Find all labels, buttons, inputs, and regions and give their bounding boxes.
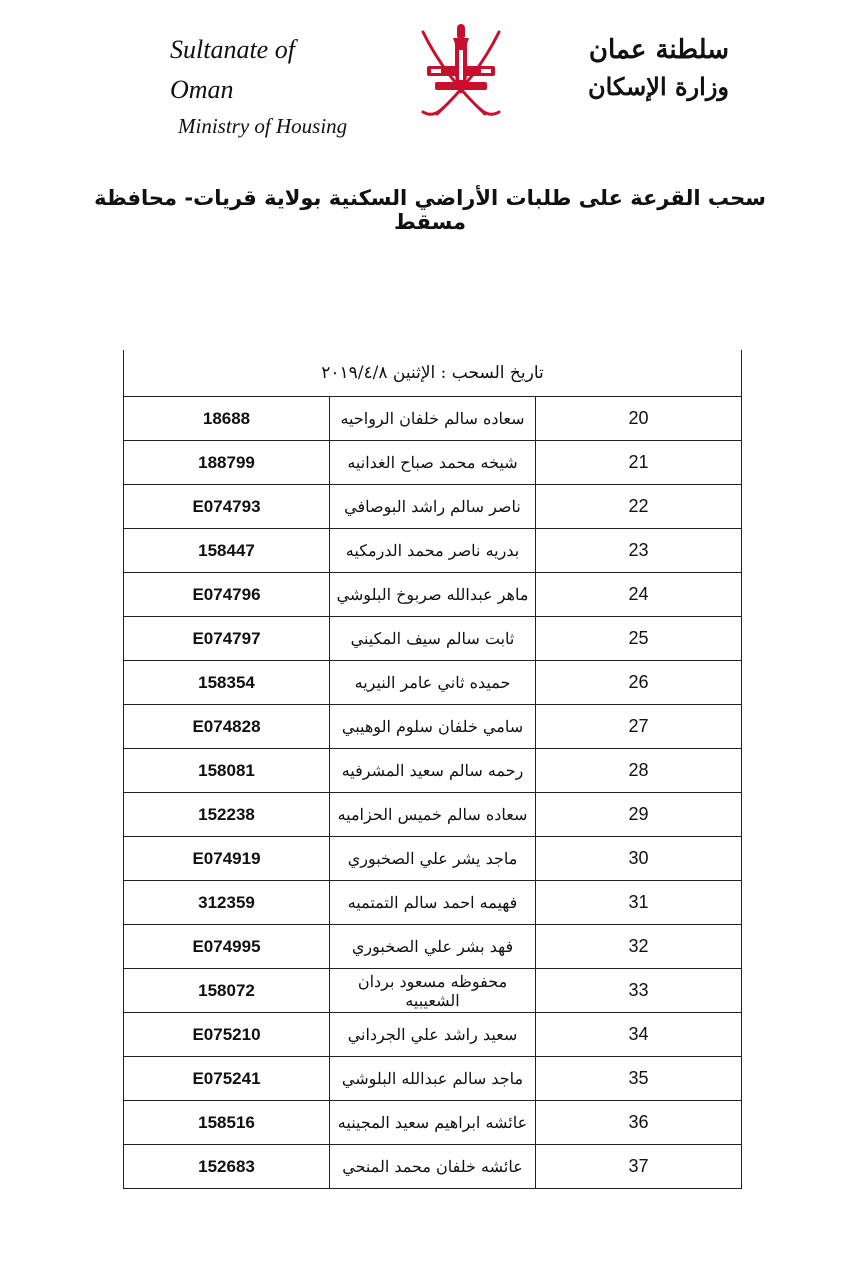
row-number: 21	[536, 441, 742, 485]
applicant-name: شيخه محمد صباح الغدانيه	[330, 441, 536, 485]
table-row	[124, 661, 742, 705]
applicant-name: ثابت سالم سيف المكيني	[330, 617, 536, 661]
sultanate-arabic-label: سلطنة عمان	[588, 35, 729, 65]
row-number: 22	[536, 485, 742, 529]
applicant-id: 158072	[124, 969, 330, 1013]
applicant-id: E074919	[124, 837, 330, 881]
applicant-name: محفوظه مسعود بردان الشعيبيه	[330, 969, 536, 1013]
table-row	[124, 1145, 742, 1189]
applicant-id: 312359	[124, 881, 330, 925]
applicant-name: عائشه ابراهيم سعيد المجينيه	[330, 1101, 536, 1145]
row-number: 31	[536, 881, 742, 925]
table-row	[124, 1013, 742, 1057]
table-row	[124, 837, 742, 881]
row-number: 29	[536, 793, 742, 837]
applicant-name: فهيمه احمد سالم التمتميه	[330, 881, 536, 925]
applicant-name: سعيد راشد علي الجرداني	[330, 1013, 536, 1057]
table-row	[124, 793, 742, 837]
row-number: 28	[536, 749, 742, 793]
row-number: 37	[536, 1145, 742, 1189]
row-number: 34	[536, 1013, 742, 1057]
applicant-name: سامي خلفان سلوم الوهيبي	[330, 705, 536, 749]
applicant-id: E074793	[124, 485, 330, 529]
applicant-id: 158354	[124, 661, 330, 705]
row-number: 26	[536, 661, 742, 705]
applicant-name: فهد بشر علي الصخبوري	[330, 925, 536, 969]
applicant-name: سعاده سالم خميس الحزاميه	[330, 793, 536, 837]
applicant-name: ماهر عبدالله صربوخ البلوشي	[330, 573, 536, 617]
applicant-id: E075241	[124, 1057, 330, 1101]
row-number: 32	[536, 925, 742, 969]
table-row	[124, 529, 742, 573]
ministry-arabic-label: وزارة الإسكان	[587, 72, 729, 101]
applicant-id: E075210	[124, 1013, 330, 1057]
table-row	[124, 1101, 742, 1145]
header-arabic	[539, 30, 729, 104]
table-row	[124, 749, 742, 793]
applicant-id: E074995	[124, 925, 330, 969]
header-english	[170, 30, 360, 142]
row-number: 25	[536, 617, 742, 661]
table-row	[124, 617, 742, 661]
table-row	[124, 925, 742, 969]
applicant-id: 152683	[124, 1145, 330, 1189]
applicant-id: E074797	[124, 617, 330, 661]
oman-emblem-icon	[415, 22, 507, 122]
ministry-label: Ministry of Housing	[178, 114, 348, 138]
row-number: 35	[536, 1057, 742, 1101]
applicant-name: ناصر سالم راشد البوصافي	[330, 485, 536, 529]
document-title: سحب القرعة على طلبات الأراضي السكنية بولاية قريات- محافظة مسقط	[94, 186, 766, 234]
table-row	[124, 485, 742, 529]
table-row	[124, 573, 742, 617]
table-row	[124, 881, 742, 925]
row-number: 33	[536, 969, 742, 1013]
applicant-id: 158081	[124, 749, 330, 793]
applicant-id: E074796	[124, 573, 330, 617]
applicant-id: 152238	[124, 793, 330, 837]
row-number: 36	[536, 1101, 742, 1145]
applicant-name: رحمه سالم سعيد المشرفيه	[330, 749, 536, 793]
row-number: 20	[536, 397, 742, 441]
applicant-name: عائشه خلفان محمد المنحي	[330, 1145, 536, 1189]
row-number: 30	[536, 837, 742, 881]
table-row	[124, 441, 742, 485]
draw-date: تاريخ السحب : الإثنين ٢٠١٩/٤/٨	[124, 350, 742, 397]
applicant-name: سعاده سالم خلفان الرواحيه	[330, 397, 536, 441]
row-number: 27	[536, 705, 742, 749]
applicant-id: 158516	[124, 1101, 330, 1145]
applicant-id: E074828	[124, 705, 330, 749]
table-row	[124, 969, 742, 1013]
row-number: 24	[536, 573, 742, 617]
applicant-name: ماجد سالم عبدالله البلوشي	[330, 1057, 536, 1101]
table-row	[124, 1057, 742, 1101]
applicant-id: 158447	[124, 529, 330, 573]
table-row	[124, 705, 742, 749]
applicant-id: 188799	[124, 441, 330, 485]
row-number: 23	[536, 529, 742, 573]
sultanate-label: Sultanate of Oman	[170, 35, 295, 104]
table-row	[124, 397, 742, 441]
applicant-id: 18688	[124, 397, 330, 441]
applicant-name: بدريه ناصر محمد الدرمكيه	[330, 529, 536, 573]
applicant-name: ماجد يشر علي الصخبوري	[330, 837, 536, 881]
applicant-name: حميده ثاني عامر النيريه	[330, 661, 536, 705]
results-table	[123, 350, 742, 1189]
